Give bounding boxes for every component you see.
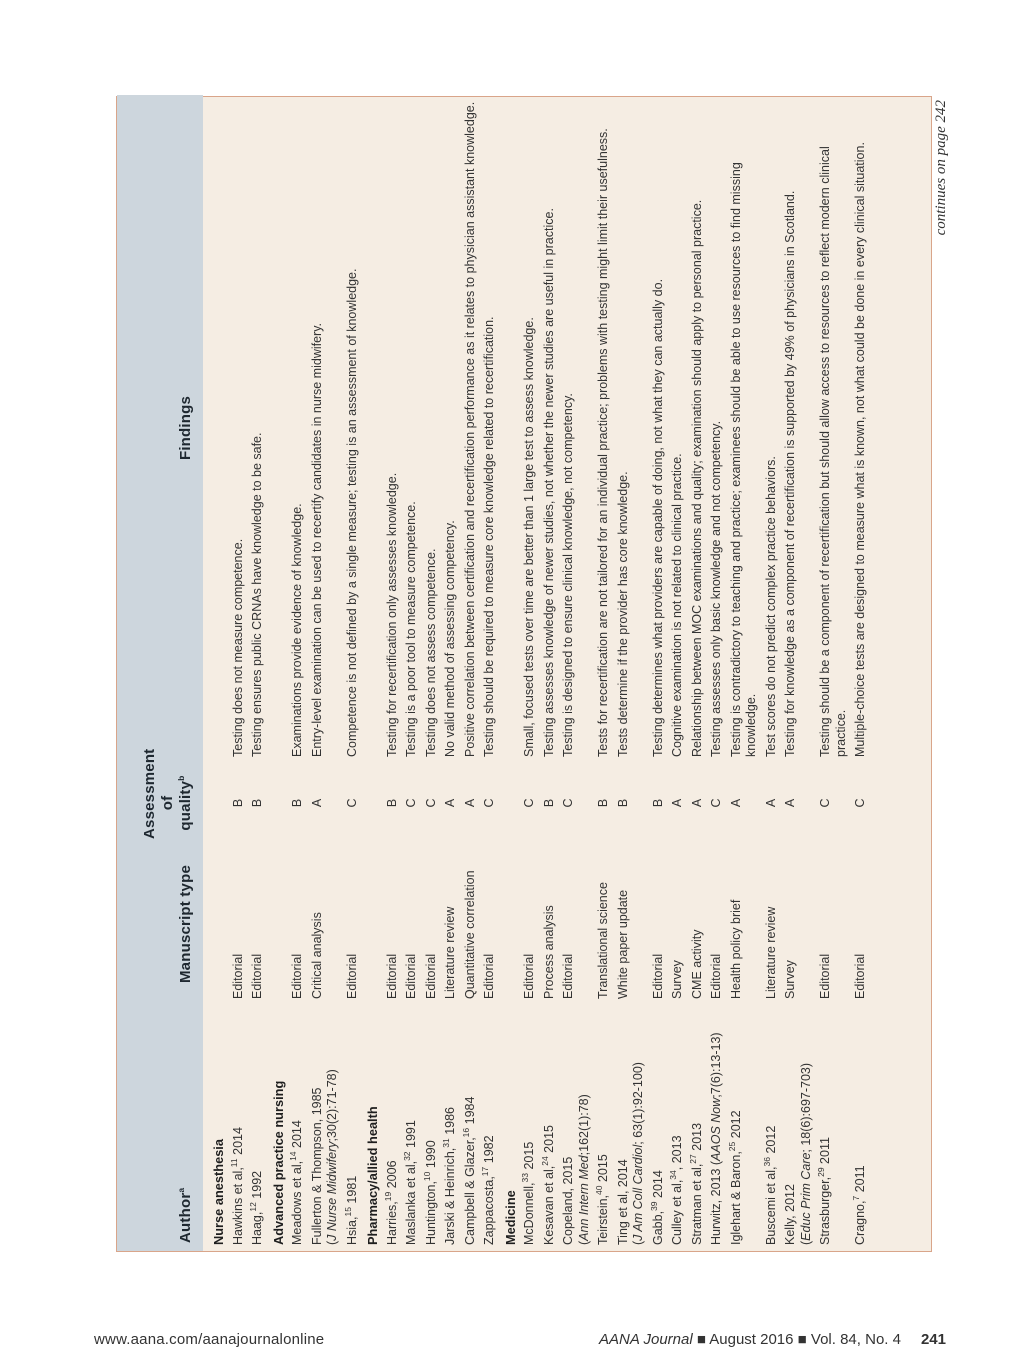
manuscript-type-cell: Editorial [482, 953, 496, 999]
author-cell [668, 1005, 688, 1251]
table-body [203, 95, 871, 1251]
table-row [816, 95, 851, 1251]
author-name: Haag, [250, 1211, 264, 1245]
finding-cell: Competence is not defined by a single measure; testing is an assessment of knowledge. [344, 268, 359, 757]
author-name: Teirstein, [596, 1194, 610, 1245]
author-name: Hawkins et al, [230, 1167, 245, 1245]
author-cell [402, 1005, 422, 1251]
quality-grade-cell: C [818, 798, 832, 808]
header-manuscript-type: Manuscript type [117, 845, 203, 1005]
journal-name: Ann Intern Med [576, 1155, 591, 1241]
manuscript-type-cell: Editorial [230, 953, 245, 999]
author-name: Harries, [384, 1201, 399, 1245]
journal-name: J Am Coll Cardiol [631, 1144, 645, 1241]
table-row [248, 95, 268, 1251]
author-year: 1984 [462, 1096, 477, 1128]
author-year: 2006 [384, 1160, 399, 1192]
section-header-row [268, 95, 289, 1251]
table-row [520, 95, 540, 1251]
quality-grade-cell: B [541, 798, 556, 808]
finding-cell: Testing should be required to measure core knowledge related to recertification. [482, 316, 496, 757]
journal-name: Educ Prim Care [798, 1152, 813, 1241]
author-year: 2015 [541, 1125, 556, 1157]
reference-number: 27 [687, 1154, 698, 1164]
author-name: Cragno, [853, 1200, 867, 1245]
author-cell [614, 1005, 649, 1251]
reference-number: 14 [287, 1151, 298, 1161]
manuscript-type-cell: Editorial [290, 953, 304, 999]
quality-grade-cell: B [290, 798, 304, 808]
author-name: Jarski & Heinrich, [443, 1147, 457, 1245]
finding-cell: Testing for recertification only assesses knowledge. [384, 472, 399, 757]
finding-cell: Cognitive examination is not related to clinical practice. [670, 453, 684, 757]
author-year: 2012 [728, 1110, 743, 1142]
author-year: 1992 [250, 1170, 264, 1203]
manuscript-type-cell: Health policy brief [728, 899, 743, 999]
quality-grade-cell: C [561, 798, 575, 808]
manuscript-type-cell: Editorial [384, 953, 399, 999]
author-name: Maslanka et al, [404, 1160, 418, 1245]
finding-cell: Testing determines what providers are capable of doing, not what they can actually do. [650, 278, 665, 757]
finding-cell: Testing assesses knowledge of newer studies, not whether the newer studies are useful in practice. [541, 208, 556, 757]
author-cell [540, 1005, 560, 1251]
journal-paren: ( [798, 1240, 813, 1245]
table-row [727, 95, 762, 1251]
finding-cell: Tests for recertification are not tailored for an individual practice; problems with testing might limit their usefulness. [596, 128, 610, 757]
table-row [441, 95, 461, 1251]
manuscript-type-cell: CME activity [689, 929, 704, 999]
reference-number: 15 [342, 1207, 353, 1217]
author-cell [461, 1005, 481, 1251]
quality-grade-cell: B [650, 798, 665, 808]
continues-note: continues on page 242 [933, 100, 949, 236]
author-cell [781, 1005, 816, 1251]
footer-separator: ■ [793, 1331, 811, 1348]
author-cell [480, 1005, 500, 1251]
finding-cell: Entry-level examination can be used to recertify candidates in nurse midwifery. [309, 322, 324, 757]
quality-grade-cell: C [853, 798, 867, 808]
author-year: 2014 [290, 1120, 304, 1152]
finding-cell: Multiple-choice tests are designed to measure what is known, not what could be done in every clinical situation. [853, 142, 867, 757]
quality-grade-cell: A [462, 798, 477, 808]
author-year: 2013 [689, 1122, 704, 1155]
reference-number: 29 [815, 1167, 826, 1177]
author-cell [649, 1005, 669, 1251]
manuscript-type-cell: Editorial [650, 953, 665, 999]
reference-number: 16 [460, 1127, 471, 1138]
author-cell [248, 1005, 268, 1251]
quality-grade-cell: A [689, 798, 704, 808]
journal-citation: ; 18(6):697-703) [798, 1062, 813, 1153]
finding-cell: Testing does not assess competence. [423, 548, 438, 757]
table-row [781, 95, 816, 1251]
author-year: 2015 [522, 1141, 536, 1173]
table-row [308, 95, 343, 1251]
author-cell [688, 1005, 708, 1251]
journal-paren: ( [576, 1240, 591, 1245]
author-name: Kelly, 2012 [783, 1184, 797, 1245]
table-row [594, 95, 614, 1251]
footer-citation [599, 1331, 946, 1348]
manuscript-type-cell: Editorial [423, 953, 438, 999]
reference-number: 7 [850, 1195, 861, 1201]
reference-number: 17 [479, 1166, 490, 1177]
quality-grade-cell: B [596, 798, 610, 808]
journal-name: J Nurse Midwifery [325, 1141, 339, 1241]
quality-grade-cell: C [344, 798, 359, 808]
reference-number: 36 [761, 1157, 772, 1167]
manuscript-type-cell: Editorial [709, 953, 723, 999]
author-name: McDonnell, [522, 1182, 536, 1245]
author-year: , 2013 [670, 1135, 684, 1171]
author-name: Hurwitz, 2013 ( [709, 1160, 723, 1245]
finding-cell: Testing assesses only basic knowledge and not competency. [709, 420, 723, 757]
author-cell [727, 1005, 762, 1251]
table-header-row [117, 95, 203, 1251]
reference-number: 39 [648, 1201, 659, 1211]
table-row [668, 95, 688, 1251]
quality-grade-cell: B [615, 798, 630, 808]
reference-number: 34 [667, 1170, 678, 1180]
author-name: Copeland, 2015 [561, 1156, 575, 1245]
author-cell [441, 1005, 461, 1251]
finding-cell: Testing is designed to ensure clinical knowledge, not competency. [561, 393, 575, 757]
manuscript-type-cell: Editorial [561, 953, 575, 999]
quality-grade-cell: A [728, 798, 743, 808]
manuscript-type-cell: Editorial [818, 953, 832, 999]
journal-name: AAOS Now [709, 1097, 723, 1161]
finding-cell: Testing does not measure competence. [230, 538, 245, 757]
author-cell [383, 1005, 403, 1251]
table-row [762, 95, 782, 1251]
author-name: Huntington, [423, 1181, 438, 1245]
reference-number: 32 [401, 1151, 412, 1161]
reference-number: 10 [421, 1171, 432, 1182]
author-name: Iglehart & Baron, [728, 1151, 743, 1245]
finding-cell: Testing for knowledge as a component of recertification is supported by 49% of physicians in Scotland. [783, 190, 797, 757]
section-title: Nurse anesthesia [211, 1139, 226, 1245]
quality-grade-cell: C [482, 798, 496, 808]
finding-cell: Small, focused tests over time are better than 1 large test to assess knowledge. [522, 317, 536, 757]
section-title: Medicine [502, 1190, 518, 1245]
table-row [343, 95, 363, 1251]
author-year: 1986 [443, 1107, 457, 1139]
manuscript-type-cell: Editorial [344, 953, 359, 999]
section-header-row [500, 95, 521, 1251]
manuscript-type-cell: Survey [670, 960, 684, 999]
author-name: Gabb, [650, 1210, 665, 1245]
manuscript-type-cell: Translational science [596, 882, 610, 999]
quality-grade-cell: A [670, 798, 684, 808]
reference-number: 12 [247, 1202, 258, 1212]
reference-number: 31 [440, 1138, 451, 1148]
journal-paren: ( [631, 1240, 645, 1245]
reference-number: 33 [519, 1173, 530, 1183]
footer-date: August 2016 [709, 1331, 794, 1348]
manuscript-type-cell: Survey [783, 960, 797, 999]
author-name: Fullerton & Thompson, 1985 [309, 1087, 324, 1245]
author-cell [343, 1005, 363, 1251]
footer-page-number: 241 [920, 1331, 946, 1348]
author-year: 2015 [596, 1154, 610, 1186]
evidence-table [116, 96, 932, 1252]
quality-grade-cell: A [309, 798, 324, 808]
manuscript-type-cell: Critical analysis [309, 912, 324, 999]
author-year: 2011 [818, 1137, 832, 1168]
author-year: 1982 [482, 1135, 496, 1167]
manuscript-type-cell: Editorial [250, 953, 264, 999]
finding-cell: Testing ensures public CRNAs have knowledge to be safe. [250, 432, 264, 757]
manuscript-type-cell: Editorial [853, 953, 867, 999]
quality-grade-cell: B [250, 798, 264, 808]
manuscript-type-cell: Literature review [763, 906, 778, 999]
section-header-row [362, 95, 383, 1251]
author-cell [288, 1005, 308, 1251]
author-name: Hsia, [344, 1216, 359, 1245]
author-year: 2014 [230, 1127, 245, 1159]
author-cell [229, 1005, 249, 1251]
author-name: Stratman et al, [689, 1163, 704, 1245]
quality-grade-cell: A [783, 798, 797, 808]
author-year: 1981 [344, 1175, 359, 1208]
author-cell [308, 1005, 343, 1251]
author-name: Meadows et al, [290, 1160, 304, 1245]
table-row [540, 95, 560, 1251]
manuscript-type-cell: Editorial [522, 953, 536, 999]
section-title: Pharmacy/allied health [365, 1106, 380, 1245]
table-row [851, 95, 871, 1251]
section-header-row [203, 95, 229, 1251]
footer-url: www.aana.com/aanajournalonline [94, 1331, 325, 1348]
quality-grade-cell: C [709, 798, 723, 808]
finding-cell: Testing should be a component of recertification but should allow access to resources to reflect modern clinical practice. [818, 146, 848, 757]
table-row [402, 95, 422, 1251]
reference-number: 25 [726, 1141, 737, 1152]
table-row [480, 95, 500, 1251]
header-assessment-quality: Assessment of quality$^b$ [117, 763, 203, 845]
table-row [707, 95, 727, 1251]
author-cell [594, 1005, 614, 1251]
author-name: Strasburger, [818, 1176, 832, 1245]
finding-cell: Examinations provide evidence of knowledge. [290, 503, 304, 757]
quality-grade-cell: C [522, 798, 536, 808]
author-cell [520, 1005, 540, 1251]
author-name: Buscemi et al, [763, 1166, 778, 1245]
finding-cell: Tests determine if the provider has core knowledge. [615, 471, 630, 757]
finding-cell: Testing is a poor tool to measure competence. [404, 501, 418, 757]
author-year: 1990 [423, 1140, 438, 1172]
quality-grade-cell: C [423, 798, 438, 808]
author-year: 1991 [404, 1120, 418, 1152]
manuscript-type-cell: Editorial [404, 953, 418, 999]
quality-grade-cell: B [384, 798, 399, 808]
reference-number: 40 [593, 1185, 604, 1195]
manuscript-type-cell: Quantitative correlation [462, 870, 477, 999]
table-row [614, 95, 649, 1251]
author-name: Ting et al, 2014 [615, 1159, 630, 1245]
manuscript-type-cell: Process analysis [541, 905, 556, 999]
journal-paren: ( [325, 1240, 339, 1245]
table-row [649, 95, 669, 1251]
author-name: Culley et al, [670, 1179, 684, 1245]
author-name: Kesavan et al, [541, 1165, 556, 1245]
table-row [383, 95, 403, 1251]
author-year: 2012 [763, 1125, 778, 1158]
footer-journal-name: AANA Journal [599, 1331, 693, 1348]
header-author: Author$^a$ [117, 1005, 203, 1251]
author-cell [422, 1005, 442, 1251]
author-year: 2014 [650, 1170, 665, 1202]
finding-cell: No valid method of assessing competency. [443, 520, 457, 757]
table-row [688, 95, 708, 1251]
table-row [559, 95, 594, 1251]
quality-grade-cell: B [230, 798, 245, 808]
finding-cell: Testing is contradictory to teaching and practice; examinees should be able to use resources to find missing knowledge. [728, 162, 758, 757]
table-row [288, 95, 308, 1251]
author-cell [851, 1005, 871, 1251]
author-name: Zappacosta, [482, 1176, 496, 1245]
quality-grade-cell: A [763, 798, 778, 808]
author-cell [707, 1005, 727, 1251]
finding-cell: Test scores do not predict complex practice behaviors. [763, 456, 778, 757]
journal-citation: ;7(6):13-13) [709, 1032, 723, 1098]
finding-cell: Relationship between MOC examinations and quality; examination should apply to personal practice. [689, 199, 704, 757]
footer-separator: ■ [692, 1331, 710, 1348]
reference-number: 11 [228, 1158, 239, 1168]
journal-citation: ; 63(1):92-100) [631, 1062, 645, 1145]
manuscript-type-cell: White paper update [615, 889, 630, 999]
section-title: Advanced practice nursing [270, 1080, 286, 1245]
author-year: 2011 [853, 1165, 867, 1196]
author-name: Campbell & Glazer, [462, 1137, 477, 1245]
quality-grade-cell: A [443, 798, 457, 808]
author-cell [816, 1005, 851, 1251]
finding-cell: Positive correlation between certification and recertification performance as it relates to physician assistant knowledge. [462, 101, 477, 757]
header-findings: Findings [117, 95, 203, 763]
manuscript-type-cell: Literature review [443, 906, 457, 999]
table-row [229, 95, 249, 1251]
author-cell [762, 1005, 782, 1251]
table-row [422, 95, 442, 1251]
journal-citation: ;162(1):78) [576, 1094, 591, 1156]
reference-number: 19 [382, 1191, 393, 1202]
author-cell [559, 1005, 594, 1251]
footer-volume: Vol. 84, No. 4 [810, 1331, 901, 1348]
evidence-table-grid [117, 95, 871, 1251]
table-row [461, 95, 481, 1251]
quality-grade-cell: C [404, 798, 418, 808]
reference-number: 24 [539, 1156, 550, 1166]
journal-citation: ;30(2):71-78) [325, 1069, 339, 1142]
